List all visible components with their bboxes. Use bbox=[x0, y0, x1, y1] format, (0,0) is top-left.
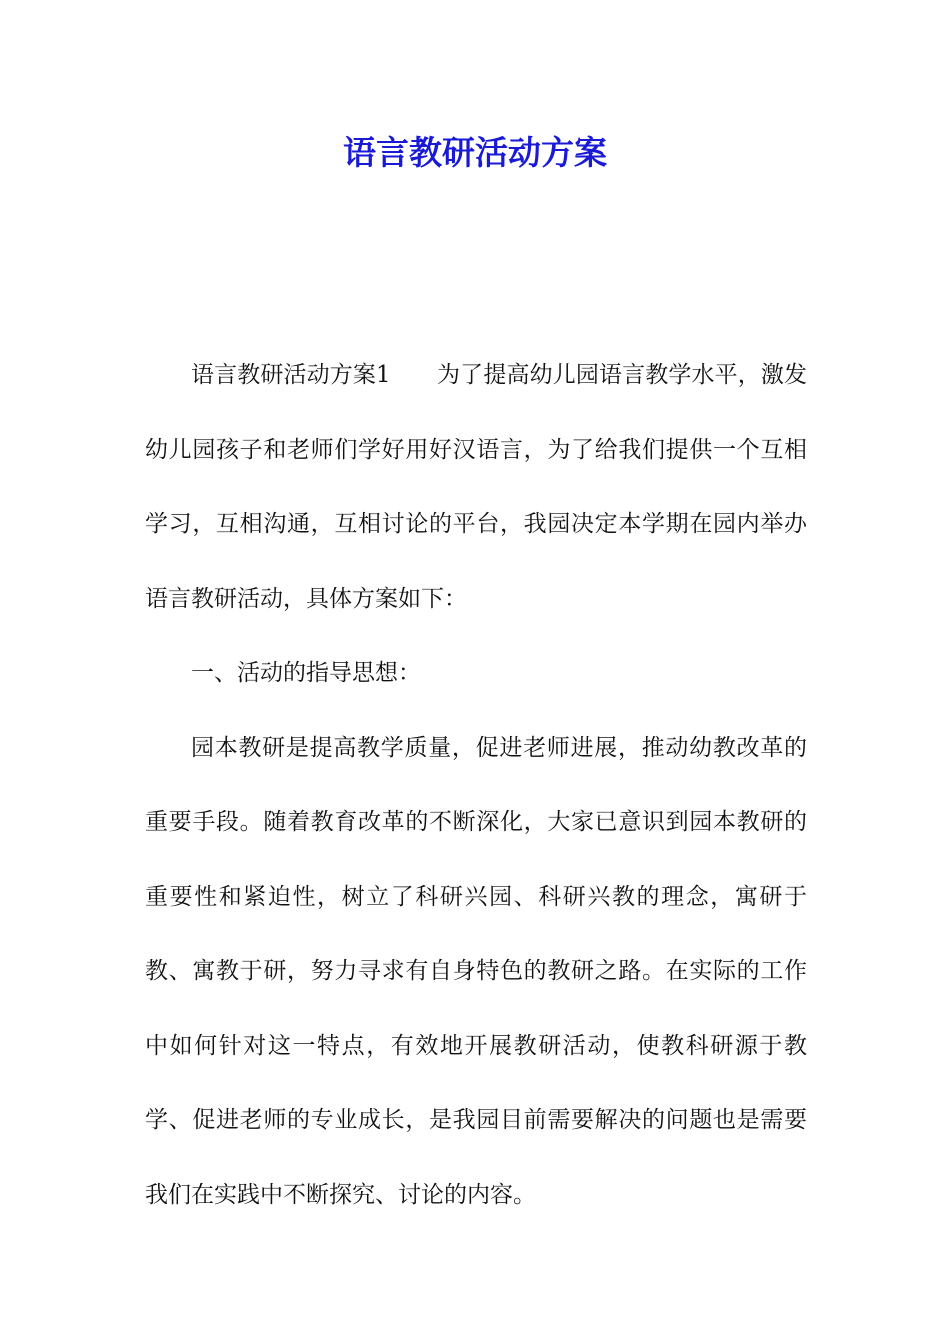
paragraph-guiding-ideas: 园本教研是提高教学质量，促进老师进展，推动幼教改革的重要手段。随着教育改革的不断深化，大家已意识到园本教研的重要性和紧迫性，树立了科研兴园、科研兴教的理念，寓研于教、寓教于研，努力寻求有自身特色的教研之路。在实际的工作中如何针对这一特点，有效地开展教研活动，使教科研源于教学、促进老师的专业成长，是我园目前需要解决的问题也是需要我们在实践中不断探究、讨论的内容。 bbox=[145, 734, 807, 1208]
paragraph-section-heading: 一、活动的指导思想： bbox=[191, 660, 421, 686]
document-title: 语言教研活动方案 bbox=[343, 133, 607, 172]
document-body bbox=[145, 338, 807, 1232]
paragraph-intro: 语言教研活动方案1 为了提高幼儿园语言教学水平，激发幼儿园孩子和老师们学好用好汉语言，为了给我们提供一个互相学习，互相沟通，互相讨论的平台，我园决定本学期在园内举办语言教研活动，具体方案如下： bbox=[145, 362, 807, 612]
